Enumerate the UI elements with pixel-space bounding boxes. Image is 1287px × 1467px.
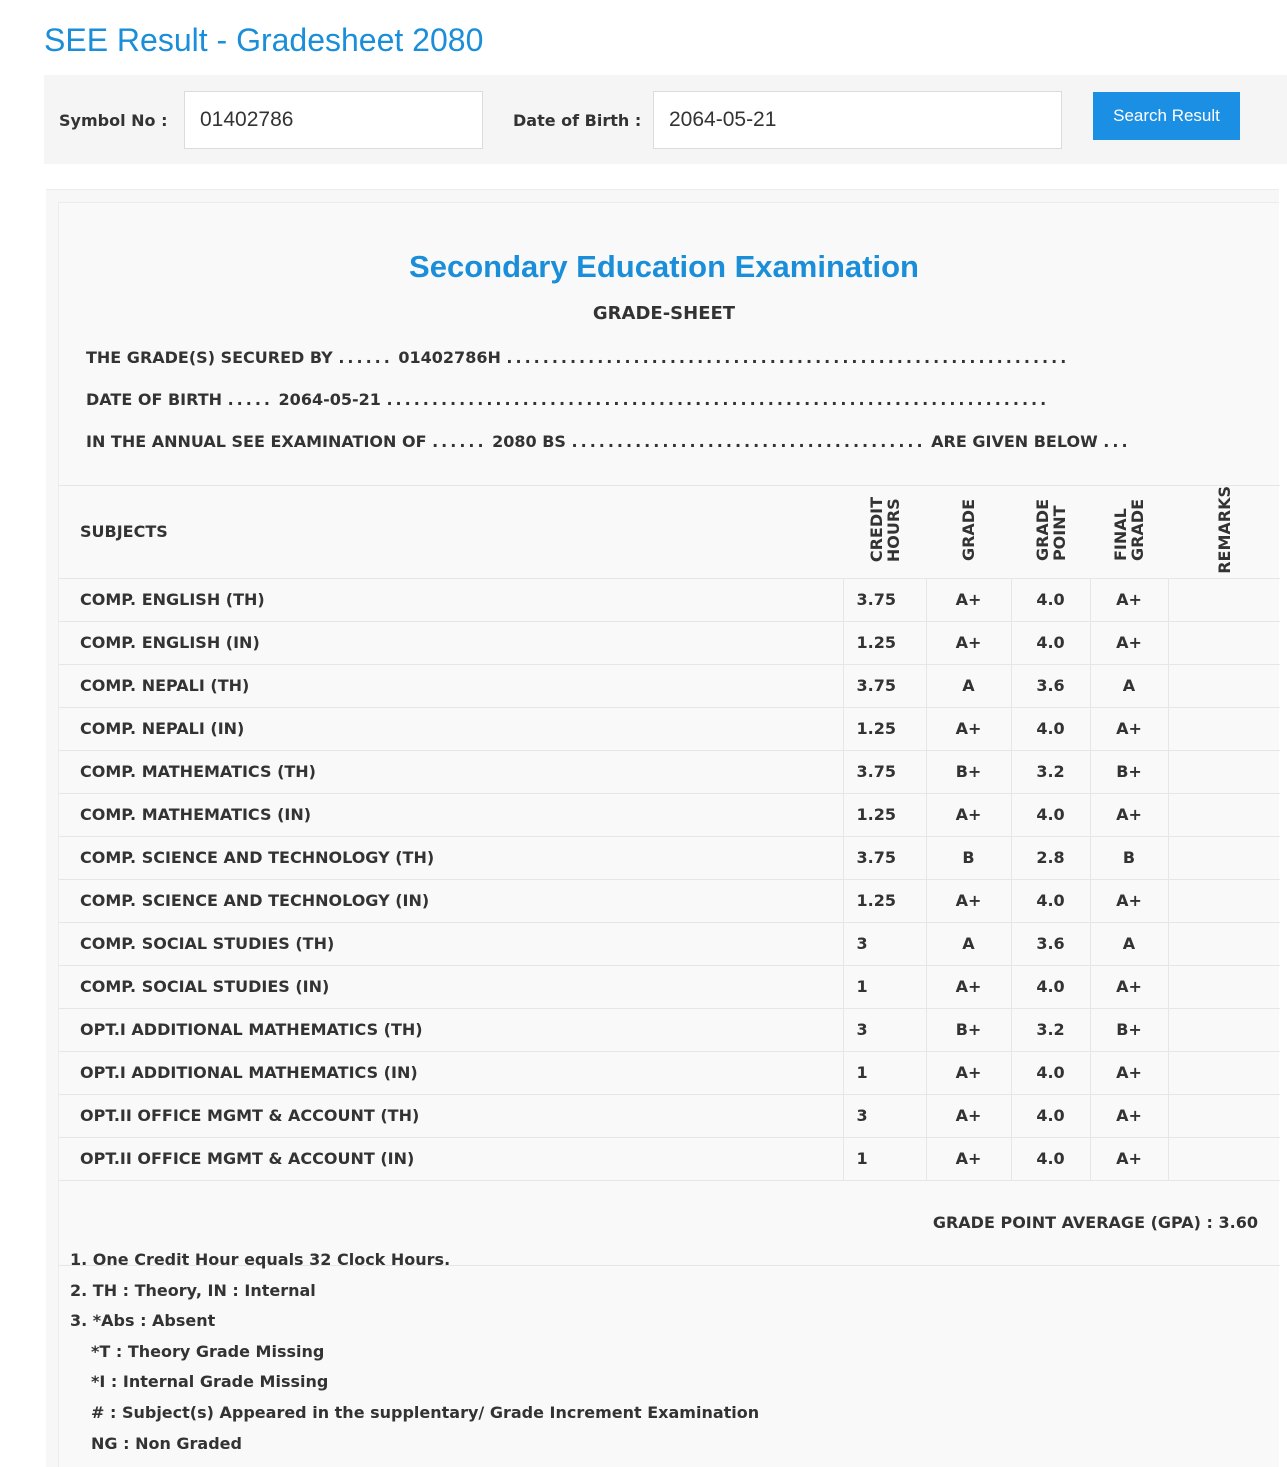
subject-cell: COMP. ENGLISH (TH): [59, 578, 843, 621]
subject-cell: OPT.I ADDITIONAL MATHEMATICS (IN): [59, 1051, 843, 1094]
remarks-cell: [1168, 793, 1280, 836]
remarks-cell: [1168, 1094, 1280, 1137]
credit-hours-cell: 3.75: [843, 664, 926, 707]
gradesheet-panel: [46, 189, 1279, 1467]
table-row: [59, 1094, 1280, 1137]
dot-leader: .........................................................................: [386, 390, 1050, 409]
remarks-cell: [1168, 621, 1280, 664]
dot-leader: ......: [338, 348, 393, 367]
grade-point-cell: 4.0: [1011, 1094, 1090, 1137]
col-credit-hours: [843, 486, 926, 579]
symbol-no-input[interactable]: [184, 91, 483, 149]
credit-hours-cell: 1: [843, 965, 926, 1008]
grade-cell: A+: [926, 1137, 1011, 1180]
grade-point-cell: 3.6: [1011, 664, 1090, 707]
grade-point-cell: 4.0: [1011, 707, 1090, 750]
col-final-grade-line2: GRADE: [1128, 498, 1147, 561]
subject-cell: OPT.I ADDITIONAL MATHEMATICS (TH): [59, 1008, 843, 1051]
table-row: [59, 707, 1280, 750]
note-item: *I : Internal Grade Missing: [91, 1372, 329, 1392]
subject-cell: COMP. ENGLISH (IN): [59, 621, 843, 664]
table-row: [59, 750, 1280, 793]
grade-point-cell: 3.2: [1011, 750, 1090, 793]
col-credit-hours-line1: CREDIT: [866, 497, 886, 563]
final-grade-cell: A+: [1090, 707, 1168, 750]
note-item: NG : Non Graded: [91, 1433, 242, 1453]
grade-cell: A: [926, 922, 1011, 965]
dot-leader: ..............................................................: [506, 348, 1070, 367]
final-grade-cell: B: [1090, 836, 1168, 879]
credit-hours-cell: 1.25: [843, 879, 926, 922]
col-final-grade: [1090, 486, 1168, 579]
grade-cell: A+: [926, 578, 1011, 621]
secured-by-label: THE GRADE(S) SECURED BY: [86, 348, 333, 367]
table-row: [59, 1137, 1280, 1180]
grade-point-cell: 4.0: [1011, 1137, 1090, 1180]
grades-table-header: [59, 486, 1280, 579]
credit-hours-cell: 1: [843, 1137, 926, 1180]
col-remarks: [1168, 486, 1280, 579]
grade-point-cell: 3.6: [1011, 922, 1090, 965]
final-grade-cell: A+: [1090, 879, 1168, 922]
final-grade-cell: B+: [1090, 750, 1168, 793]
credit-hours-cell: 1.25: [843, 707, 926, 750]
gradesheet: [58, 202, 1279, 1467]
col-final-grade-line1: FINAL: [1111, 508, 1130, 561]
col-subjects: SUBJECTS: [59, 486, 843, 579]
col-grade-point-line1: GRADE: [1032, 498, 1052, 561]
notes-list: [70, 1245, 759, 1459]
subject-cell: COMP. SCIENCE AND TECHNOLOGY (IN): [59, 879, 843, 922]
secured-by-line: [86, 348, 1069, 367]
gpa-label: GRADE POINT AVERAGE (GPA) :: [932, 1213, 1213, 1233]
date-of-birth-label: Date of Birth :: [513, 111, 642, 130]
col-grade-point-line2: POINT: [1049, 505, 1069, 561]
grades-table: [59, 485, 1280, 1266]
credit-hours-cell: 3: [843, 1008, 926, 1051]
remarks-cell: [1168, 879, 1280, 922]
credit-hours-cell: 3: [843, 1094, 926, 1137]
grade-cell: A+: [926, 793, 1011, 836]
dot-leader: .......................................: [571, 432, 926, 451]
final-grade-cell: A+: [1090, 965, 1168, 1008]
subject-cell: COMP. MATHEMATICS (TH): [59, 750, 843, 793]
grade-cell: A+: [926, 1094, 1011, 1137]
exam-line-value: 2080 BS: [492, 432, 566, 451]
credit-hours-cell: 3.75: [843, 578, 926, 621]
symbol-no-label: Symbol No :: [59, 111, 168, 130]
remarks-cell: [1168, 1051, 1280, 1094]
remarks-cell: [1168, 1137, 1280, 1180]
remarks-cell: [1168, 965, 1280, 1008]
col-credit-hours-line2: HOURS: [883, 498, 903, 563]
final-grade-cell: A+: [1090, 1051, 1168, 1094]
grade-point-cell: 4.0: [1011, 793, 1090, 836]
final-grade-cell: B+: [1090, 1008, 1168, 1051]
grade-cell: B: [926, 836, 1011, 879]
subject-cell: COMP. SOCIAL STUDIES (TH): [59, 922, 843, 965]
note-item: 2. TH : Theory, IN : Internal: [70, 1280, 316, 1300]
credit-hours-cell: 1.25: [843, 621, 926, 664]
subject-cell: OPT.II OFFICE MGMT & ACCOUNT (TH): [59, 1094, 843, 1137]
final-grade-cell: A: [1090, 664, 1168, 707]
secured-by-value: 01402786H: [398, 348, 501, 367]
remarks-cell: [1168, 664, 1280, 707]
remarks-cell: [1168, 1008, 1280, 1051]
date-of-birth-input[interactable]: [653, 91, 1062, 149]
table-row: [59, 621, 1280, 664]
subject-cell: COMP. NEPALI (TH): [59, 664, 843, 707]
subject-cell: COMP. NEPALI (IN): [59, 707, 843, 750]
grade-point-cell: 4.0: [1011, 1051, 1090, 1094]
grade-point-cell: 4.0: [1011, 965, 1090, 1008]
grade-point-cell: 4.0: [1011, 621, 1090, 664]
gradesheet-heading: GRADE-SHEET: [592, 303, 736, 324]
note-item: 3. *Abs : Absent: [70, 1311, 216, 1331]
grade-point-cell: 4.0: [1011, 879, 1090, 922]
remarks-cell: [1168, 578, 1280, 621]
credit-hours-cell: 3.75: [843, 836, 926, 879]
grade-cell: B+: [926, 750, 1011, 793]
subject-cell: COMP. SOCIAL STUDIES (IN): [59, 965, 843, 1008]
note-item: 1. One Credit Hour equals 32 Clock Hours.: [70, 1250, 451, 1269]
gpa-value: 3.60: [1218, 1213, 1258, 1233]
dob-line-value: 2064-05-21: [278, 390, 381, 409]
table-row: [59, 922, 1280, 965]
final-grade-cell: A+: [1090, 1137, 1168, 1180]
exam-title: Secondary Education Examination: [409, 249, 919, 284]
final-grade-cell: A+: [1090, 621, 1168, 664]
subject-cell: COMP. MATHEMATICS (IN): [59, 793, 843, 836]
col-remarks-label: REMARKS: [1214, 486, 1234, 574]
dob-line: [86, 390, 1049, 409]
search-result-button[interactable]: Search Result: [1093, 92, 1240, 140]
table-row: [59, 1051, 1280, 1094]
remarks-cell: [1168, 750, 1280, 793]
table-row: [59, 836, 1280, 879]
grade-cell: A+: [926, 965, 1011, 1008]
exam-line: [86, 432, 1131, 451]
table-row: [59, 965, 1280, 1008]
dot-leader: .....: [227, 390, 273, 409]
grade-point-cell: 4.0: [1011, 578, 1090, 621]
table-row: [59, 578, 1280, 621]
exam-line-label: IN THE ANNUAL SEE EXAMINATION OF: [86, 432, 427, 451]
note-item: # : Subject(s) Appeared in the supplentary/ Grade Increment Examination: [91, 1402, 760, 1422]
page-title: SEE Result - Gradesheet 2080: [44, 22, 484, 58]
grade-cell: A: [926, 664, 1011, 707]
remarks-cell: [1168, 922, 1280, 965]
dot-leader: ...: [1103, 432, 1131, 451]
table-row: [59, 664, 1280, 707]
final-grade-cell: A+: [1090, 793, 1168, 836]
remarks-cell: [1168, 836, 1280, 879]
col-grade-point: [1011, 486, 1090, 579]
grade-point-cell: 2.8: [1011, 836, 1090, 879]
table-row: [59, 1008, 1280, 1051]
col-grade-label: GRADE: [959, 498, 978, 561]
table-row: [59, 793, 1280, 836]
table-row: [59, 879, 1280, 922]
grade-cell: A+: [926, 1051, 1011, 1094]
subject-cell: OPT.II OFFICE MGMT & ACCOUNT (IN): [59, 1137, 843, 1180]
credit-hours-cell: 1: [843, 1051, 926, 1094]
grade-point-cell: 3.2: [1011, 1008, 1090, 1051]
note-item: *T : Theory Grade Missing: [91, 1341, 325, 1361]
grade-cell: B+: [926, 1008, 1011, 1051]
credit-hours-cell: 3.75: [843, 750, 926, 793]
subject-cell: COMP. SCIENCE AND TECHNOLOGY (TH): [59, 836, 843, 879]
credit-hours-cell: 3: [843, 922, 926, 965]
exam-line-suffix: ARE GIVEN BELOW: [931, 432, 1098, 451]
grade-cell: A+: [926, 707, 1011, 750]
final-grade-cell: A+: [1090, 578, 1168, 621]
dob-line-label: DATE OF BIRTH: [86, 390, 222, 409]
final-grade-cell: A: [1090, 922, 1168, 965]
dot-leader: ......: [432, 432, 487, 451]
credit-hours-cell: 1.25: [843, 793, 926, 836]
col-grade: [926, 486, 1011, 579]
remarks-cell: [1168, 707, 1280, 750]
grade-cell: A+: [926, 621, 1011, 664]
search-panel: [44, 75, 1287, 164]
grade-cell: A+: [926, 879, 1011, 922]
final-grade-cell: A+: [1090, 1094, 1168, 1137]
